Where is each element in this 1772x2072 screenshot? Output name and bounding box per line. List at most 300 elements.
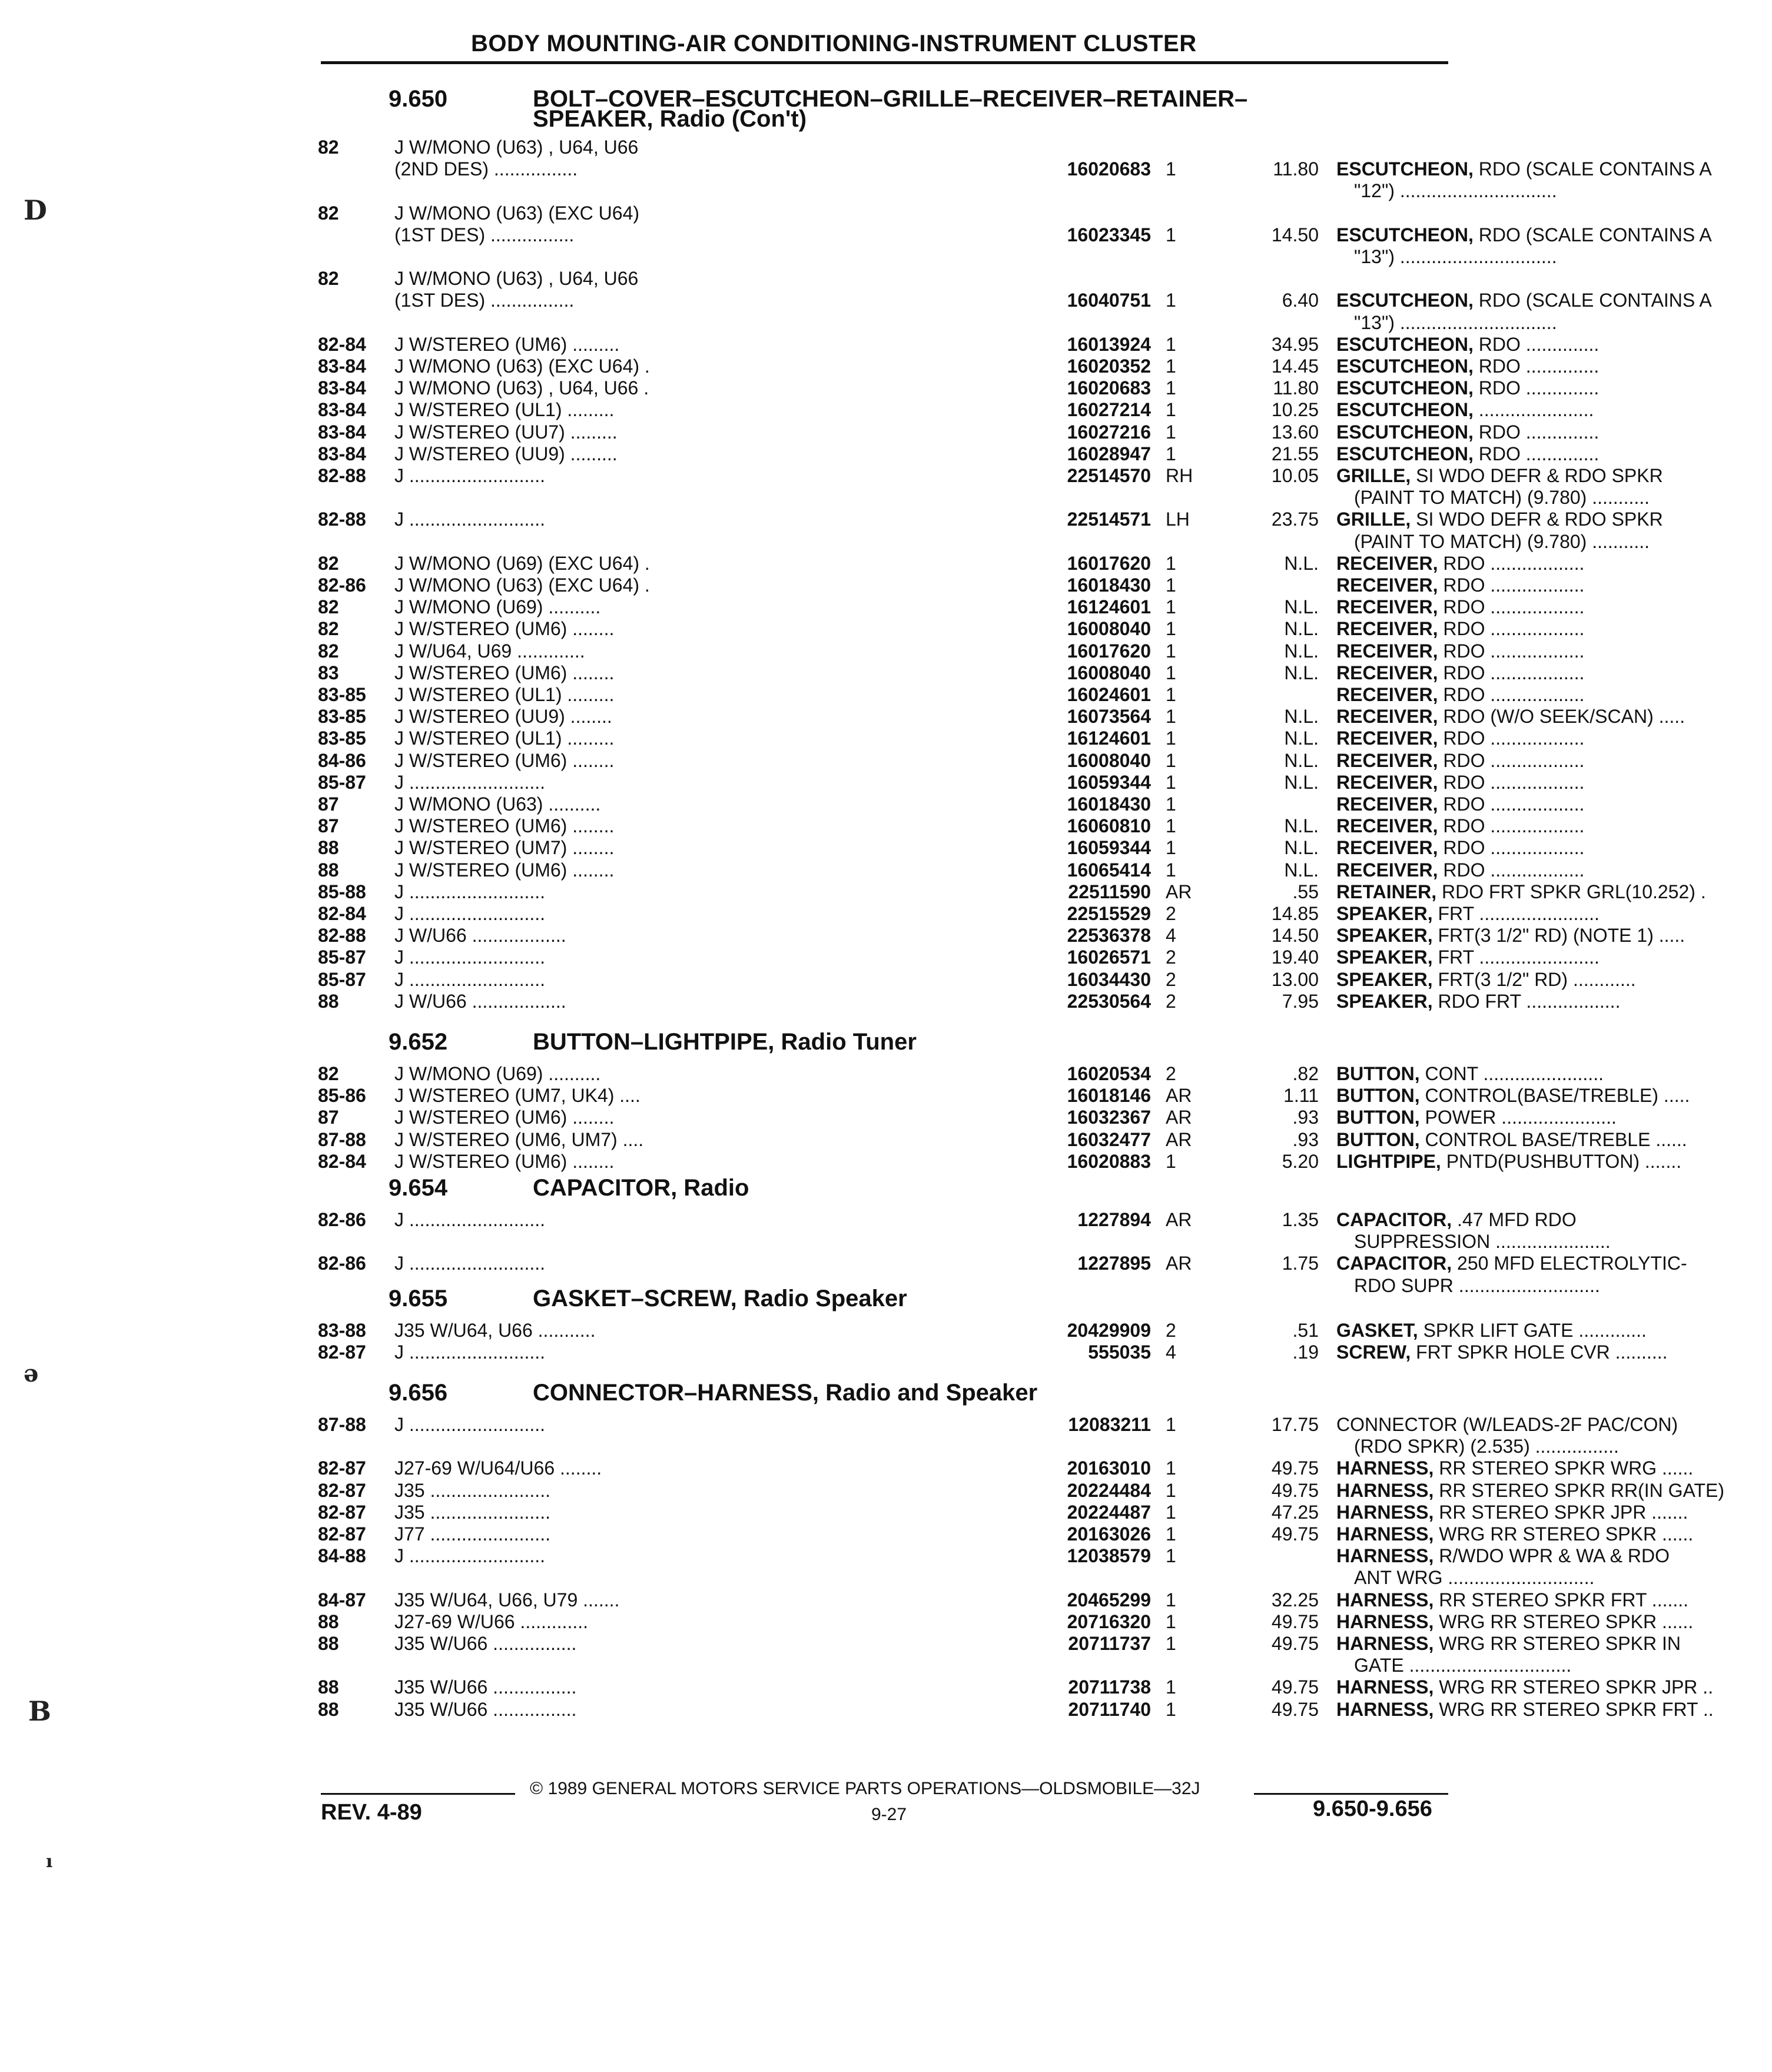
model-desc: J W/MONO (U63) (EXC U64) . (394, 356, 650, 377)
table-row (318, 268, 1460, 290)
model-desc: J .......................... (394, 1414, 546, 1435)
part-name: HARNESS, (1336, 1611, 1434, 1632)
quantity: 1 (1166, 859, 1176, 881)
price: N.L. (1284, 640, 1319, 662)
quantity: 1 (1166, 793, 1176, 815)
part-name: RECEIVER, (1336, 662, 1438, 683)
model-desc: J77 ....................... (394, 1523, 550, 1545)
part-description: "13") .............................. (1354, 311, 1557, 333)
price: N.L. (1284, 837, 1319, 859)
model-year: 83-88 (318, 1320, 366, 1341)
table-row (318, 815, 1585, 838)
part-name: ESCUTCHEON, (1336, 399, 1474, 421)
price: 6.40 (1282, 290, 1319, 311)
model-desc: J W/STEREO (UL1) ......... (394, 728, 615, 749)
model-year: 85-86 (318, 1085, 366, 1107)
part-name: SPEAKER, (1336, 947, 1433, 968)
table-row (318, 443, 1600, 466)
quantity: 1 (1166, 662, 1176, 683)
model-desc: J W/MONO (U63) , U64, U66 . (394, 377, 649, 399)
part-description: SPEAKER, FRT(3 1/2" RD) (NOTE 1) ..... (1336, 925, 1685, 947)
part-description: RECEIVER, RDO .................. (1336, 793, 1585, 815)
model-desc: (2ND DES) ................ (394, 158, 578, 180)
part-description: HARNESS, RR STEREO SPKR JPR ....... (1336, 1501, 1688, 1523)
model-desc: J .......................... (394, 1209, 546, 1230)
model-desc: J .......................... (394, 1545, 546, 1567)
quantity: AR (1166, 1107, 1192, 1128)
price: 5.20 (1282, 1150, 1319, 1172)
part-description: HARNESS, WRG RR STEREO SPKR FRT .. (1336, 1698, 1714, 1720)
part-number: 16059344 (1067, 771, 1151, 793)
model-year: 82-87 (318, 1457, 366, 1479)
part-name: ESCUTCHEON, (1336, 443, 1474, 464)
part-number: 22514570 (1067, 465, 1151, 486)
model-year: 82-88 (318, 509, 366, 530)
part-description: (RDO SPKR) (2.535) ................ (1354, 1436, 1619, 1457)
part-number: 16040751 (1067, 290, 1151, 311)
part-description: SUPPRESSION ...................... (1354, 1231, 1611, 1253)
part-number: 20224487 (1067, 1501, 1151, 1523)
model-desc: J .......................... (394, 881, 546, 902)
section-title-line2: SPEAKER, Radio (Con't) (533, 106, 807, 132)
part-description: BUTTON, CONTROL BASE/TREBLE ...... (1336, 1128, 1687, 1150)
model-desc: J W/STEREO (UM6) ........ (394, 815, 615, 837)
price: 10.25 (1271, 399, 1319, 421)
part-number: 16032477 (1067, 1128, 1151, 1150)
part-number: 16032367 (1067, 1107, 1151, 1128)
price: N.L. (1284, 618, 1319, 640)
part-description: CAPACITOR, 250 MFD ELECTROLYTIC- (1336, 1253, 1687, 1274)
price: 49.75 (1271, 1611, 1319, 1632)
part-name: ESCUTCHEON, (1336, 421, 1474, 443)
model-desc: J27-69 W/U64/U66 ........ (394, 1457, 602, 1479)
quantity: 1 (1166, 1633, 1176, 1654)
price: N.L. (1284, 706, 1319, 728)
part-name: HARNESS, (1336, 1501, 1434, 1523)
part-description: RETAINER, RDO FRT SPKR GRL(10.252) . (1336, 881, 1706, 902)
model-year: 88 (318, 837, 339, 859)
part-description: ESCUTCHEON, RDO .............. (1336, 443, 1600, 464)
part-description: RECEIVER, RDO .................. (1336, 771, 1585, 793)
part-number: 16018430 (1067, 575, 1151, 596)
part-name: HARNESS, (1336, 1545, 1434, 1567)
part-description: RECEIVER, RDO .................. (1336, 552, 1585, 574)
table-row (318, 333, 1600, 356)
model-year: 85-87 (318, 947, 366, 968)
model-desc: J35 W/U64, U66, U79 ....... (394, 1589, 620, 1611)
footer-page-number: 9-27 (871, 1805, 907, 1824)
part-name: RECEIVER, (1336, 596, 1438, 618)
model-desc: J .......................... (394, 947, 546, 968)
model-desc: J .......................... (394, 771, 546, 793)
model-year: 85-88 (318, 881, 366, 902)
part-description: (PAINT TO MATCH) (9.780) ........... (1354, 530, 1650, 552)
table-row (318, 290, 1712, 312)
quantity: 1 (1166, 552, 1176, 574)
part-description: ANT WRG ............................ (1354, 1567, 1595, 1589)
part-name: SPEAKER, (1336, 903, 1433, 924)
model-year: 82-88 (318, 925, 366, 947)
part-description: SPEAKER, FRT(3 1/2" RD) ............ (1336, 968, 1636, 990)
model-year: 82-88 (318, 465, 366, 486)
table-row (318, 158, 1712, 181)
price: N.L. (1284, 596, 1319, 618)
price: 49.75 (1271, 1479, 1319, 1501)
table-row (318, 1342, 1668, 1364)
price: 49.75 (1271, 1698, 1319, 1720)
quantity: 1 (1166, 158, 1176, 180)
quantity: AR (1166, 1209, 1192, 1230)
model-year: 83 (318, 662, 339, 683)
table-row (318, 1676, 1714, 1699)
table-row (318, 1611, 1694, 1633)
quantity: 1 (1166, 837, 1176, 859)
quantity: 1 (1166, 618, 1176, 640)
part-name: ESCUTCHEON, (1336, 333, 1474, 355)
model-desc: J W/U66 .................. (394, 990, 566, 1012)
part-number: 16020534 (1067, 1063, 1151, 1084)
model-desc: J W/U66 .................. (394, 925, 566, 947)
table-row (318, 640, 1585, 663)
part-number: 16026571 (1067, 947, 1151, 968)
quantity: 1 (1166, 815, 1176, 837)
table-row (318, 859, 1585, 882)
quantity: 1 (1166, 1501, 1176, 1523)
price: N.L. (1284, 552, 1319, 574)
table-row (318, 311, 1557, 334)
part-number: 16018146 (1067, 1085, 1151, 1107)
part-name: CAPACITOR, (1336, 1253, 1452, 1274)
part-number: 16124601 (1067, 728, 1151, 749)
section-title: GASKET–SCREW, Radio Speaker (533, 1286, 907, 1311)
table-row (318, 224, 1712, 247)
part-name: RECEIVER, (1336, 552, 1438, 574)
price: 17.75 (1271, 1414, 1319, 1435)
quantity: LH (1166, 509, 1190, 530)
table-row (318, 1633, 1681, 1655)
part-number: 16034430 (1067, 968, 1151, 990)
price: .82 (1292, 1063, 1319, 1084)
model-desc: (1ST DES) ................ (394, 290, 575, 311)
part-description: CONNECTOR (W/LEADS-2F PAC/CON) (1336, 1414, 1678, 1435)
table-row (318, 1231, 1611, 1253)
model-year: 83-84 (318, 377, 366, 399)
table-row (318, 837, 1585, 859)
part-description: RECEIVER, RDO .................. (1336, 618, 1585, 640)
model-desc: J W/MONO (U69) (EXC U64) . (394, 552, 650, 574)
part-description: ESCUTCHEON, RDO .............. (1336, 356, 1600, 377)
part-name: RECEIVER, (1336, 728, 1438, 749)
part-number: 1227894 (1077, 1209, 1151, 1230)
section-title: CAPACITOR, Radio (533, 1175, 749, 1201)
price: N.L. (1284, 662, 1319, 683)
table-row (318, 1063, 1604, 1085)
part-name: BUTTON, (1336, 1063, 1420, 1084)
table-row (318, 1436, 1619, 1458)
part-name: HARNESS, (1336, 1523, 1434, 1545)
quantity: 1 (1166, 1523, 1176, 1545)
table-row (318, 1150, 1682, 1173)
section-title: BOLT–COVER–ESCUTCHEON–GRILLE–RECEIVER–RETAINER– (533, 86, 1248, 112)
table-row (318, 1655, 1572, 1677)
price: 14.50 (1271, 925, 1319, 947)
model-desc: J27-69 W/U66 ............. (394, 1611, 588, 1632)
quantity: 1 (1166, 290, 1176, 311)
part-name: GASKET, (1336, 1320, 1418, 1341)
part-number: 555035 (1088, 1342, 1151, 1363)
footer-rule-right (1254, 1793, 1448, 1795)
model-desc: J W/STEREO (UM6) ........ (394, 1107, 615, 1128)
table-row (318, 925, 1685, 947)
part-name: BUTTON, (1336, 1085, 1420, 1107)
model-desc: J .......................... (394, 465, 546, 486)
model-year: 88 (318, 1633, 339, 1654)
model-year: 82 (318, 640, 339, 662)
model-desc: J W/STEREO (UM6) ........ (394, 618, 615, 640)
model-year: 82 (318, 268, 339, 290)
model-year: 82-87 (318, 1523, 366, 1545)
part-name: BUTTON, (1336, 1128, 1420, 1150)
table-row (318, 575, 1585, 597)
quantity: 2 (1166, 968, 1176, 990)
part-name: LIGHTPIPE, (1336, 1150, 1441, 1172)
table-row (318, 552, 1585, 575)
quantity: 1 (1166, 1589, 1176, 1611)
model-desc: J W/MONO (U63) (EXC U64) (394, 202, 640, 224)
quantity: 1 (1166, 684, 1176, 705)
model-desc: J W/MONO (U63) , U64, U66 (394, 137, 639, 158)
part-number: 20711740 (1068, 1698, 1151, 1720)
table-row (318, 596, 1585, 619)
part-description: RECEIVER, RDO .................. (1336, 728, 1585, 749)
part-number: 16028947 (1067, 443, 1151, 464)
section-title: BUTTON–LIGHTPIPE, Radio Tuner (533, 1029, 917, 1055)
model-desc: J W/STEREO (UM7, UK4) .... (394, 1085, 641, 1107)
model-desc: J35 W/U66 ................ (394, 1676, 577, 1698)
part-number: 16065414 (1067, 859, 1151, 881)
model-year: 87 (318, 815, 339, 837)
part-name: ESCUTCHEON, (1336, 158, 1474, 180)
quantity: 1 (1166, 1414, 1176, 1435)
table-row (318, 377, 1600, 400)
table-row (318, 399, 1594, 421)
quantity: 4 (1166, 925, 1176, 947)
part-number: 12038579 (1067, 1545, 1151, 1567)
part-number: 16020683 (1067, 377, 1151, 399)
footer-section-range: 9.650-9.656 (1313, 1797, 1432, 1821)
price: 11.80 (1273, 158, 1319, 180)
table-row (318, 180, 1557, 202)
model-desc: J .......................... (394, 1342, 546, 1363)
part-number: 20465299 (1067, 1589, 1151, 1611)
price: 14.85 (1271, 903, 1319, 924)
part-name: RECEIVER, (1336, 618, 1438, 640)
quantity: 1 (1166, 575, 1176, 596)
part-description: ESCUTCHEON, RDO .............. (1336, 333, 1600, 355)
part-number: 16008040 (1067, 662, 1151, 683)
part-description: BUTTON, CONT ....................... (1336, 1063, 1604, 1084)
part-name: SPEAKER, (1336, 925, 1433, 947)
model-desc: J .......................... (394, 968, 546, 990)
model-year: 83-84 (318, 399, 366, 421)
part-description: GATE ............................... (1354, 1655, 1572, 1676)
model-desc: J W/STEREO (UU7) ......... (394, 421, 618, 443)
price: 13.00 (1271, 968, 1319, 990)
part-description: HARNESS, WRG RR STEREO SPKR ...... (1336, 1523, 1694, 1545)
quantity: 2 (1166, 1063, 1176, 1084)
part-description: GASKET, SPKR LIFT GATE ............. (1336, 1320, 1647, 1341)
part-number: 16023345 (1067, 224, 1151, 245)
table-row (318, 530, 1650, 553)
model-year: 82-86 (318, 575, 366, 596)
section-number: 9.654 (389, 1175, 448, 1201)
section-number: 9.656 (389, 1380, 448, 1406)
part-name: RECEIVER, (1336, 837, 1438, 859)
quantity: 1 (1166, 1676, 1176, 1698)
footer-revision: REV. 4-89 (321, 1800, 422, 1825)
quantity: 1 (1166, 224, 1176, 245)
part-number: 16027214 (1067, 399, 1151, 421)
model-desc: J W/MONO (U69) .......... (394, 1063, 601, 1084)
price: 49.75 (1271, 1676, 1319, 1698)
table-row (318, 1501, 1688, 1524)
model-year: 82-87 (318, 1342, 366, 1363)
model-desc: J W/STEREO (UM6) ......... (394, 333, 620, 355)
table-row (318, 1209, 1577, 1231)
part-description: RECEIVER, RDO .................. (1336, 640, 1585, 662)
section-title: CONNECTOR–HARNESS, Radio and Speaker (533, 1380, 1038, 1406)
part-name: SPEAKER, (1336, 968, 1433, 990)
table-row (318, 749, 1585, 772)
model-year: 84-86 (318, 749, 366, 771)
price: .51 (1292, 1320, 1319, 1341)
part-number: 16059344 (1067, 837, 1151, 859)
part-number: 20716320 (1067, 1611, 1151, 1632)
part-name: HARNESS, (1336, 1698, 1434, 1720)
model-desc: J .......................... (394, 1253, 546, 1274)
price: 1.35 (1282, 1209, 1319, 1230)
price: 34.95 (1271, 333, 1319, 355)
model-desc: J W/STEREO (UM6, UM7) .... (394, 1128, 644, 1150)
table-row (318, 1107, 1617, 1129)
model-desc: J W/STEREO (UU9) ......... (394, 443, 618, 464)
model-desc: J W/STEREO (UM6) ........ (394, 859, 615, 881)
header-rule (321, 61, 1448, 64)
model-desc: J W/STEREO (UM6) ........ (394, 749, 615, 771)
margin-mark-e: ə (24, 1360, 39, 1387)
model-desc: J35 W/U64, U66 ........... (394, 1320, 596, 1341)
part-description: HARNESS, WRG RR STEREO SPKR JPR .. (1336, 1676, 1714, 1698)
model-year: 84-88 (318, 1545, 366, 1567)
part-description: RECEIVER, RDO (W/O SEEK/SCAN) ..... (1336, 706, 1685, 728)
quantity: 1 (1166, 333, 1176, 355)
model-year: 83-85 (318, 706, 366, 728)
table-row (318, 1128, 1687, 1151)
model-year: 82 (318, 137, 339, 158)
part-description: SCREW, FRT SPKR HOLE CVR .......... (1336, 1342, 1668, 1363)
model-year: 83-84 (318, 421, 366, 443)
part-description: HARNESS, RR STEREO SPKR RR(IN GATE) (1336, 1479, 1725, 1501)
table-row (318, 465, 1663, 487)
part-description: ESCUTCHEON, ...................... (1336, 399, 1594, 421)
part-description: "12") .............................. (1354, 180, 1557, 202)
price: 1.11 (1283, 1085, 1319, 1107)
part-description: RECEIVER, RDO .................. (1336, 684, 1585, 705)
quantity: 1 (1166, 749, 1176, 771)
price: N.L. (1284, 749, 1319, 771)
model-year: 88 (318, 1676, 339, 1698)
table-row (318, 771, 1585, 794)
part-description: ESCUTCHEON, RDO .............. (1336, 377, 1600, 399)
quantity: AR (1166, 1253, 1192, 1274)
part-description: ESCUTCHEON, RDO (SCALE CONTAINS A (1336, 290, 1712, 311)
price: 14.50 (1271, 224, 1319, 245)
price: 7.95 (1282, 990, 1319, 1012)
model-year: 82 (318, 202, 339, 224)
table-row (318, 1589, 1689, 1612)
table-row (318, 487, 1650, 509)
quantity: 1 (1166, 596, 1176, 618)
model-year: 87-88 (318, 1414, 366, 1435)
table-row (318, 618, 1585, 640)
table-row (318, 1085, 1690, 1107)
part-name: RECEIVER, (1336, 706, 1438, 728)
quantity: 1 (1166, 771, 1176, 793)
table-row (318, 903, 1600, 925)
model-desc: J W/U64, U69 ............. (394, 640, 585, 662)
part-name: HARNESS, (1336, 1676, 1434, 1698)
part-number: 16020352 (1067, 356, 1151, 377)
part-description: ESCUTCHEON, RDO .............. (1336, 421, 1600, 443)
part-number: 16020683 (1067, 158, 1151, 180)
quantity: AR (1166, 1128, 1192, 1150)
quantity: 2 (1166, 990, 1176, 1012)
price: 10.05 (1271, 465, 1319, 486)
model-desc: J W/STEREO (UM7) ........ (394, 837, 615, 859)
price: N.L. (1284, 771, 1319, 793)
model-desc: J W/STEREO (UM6) ........ (394, 662, 615, 683)
part-name: CAPACITOR, (1336, 1209, 1452, 1230)
part-description: HARNESS, RR STEREO SPKR FRT ....... (1336, 1589, 1689, 1611)
quantity: 1 (1166, 356, 1176, 377)
model-year: 87 (318, 1107, 339, 1128)
part-number: 20429909 (1067, 1320, 1151, 1341)
part-number: 22530564 (1067, 990, 1151, 1012)
part-name: RECEIVER, (1336, 793, 1438, 815)
model-year: 82-87 (318, 1501, 366, 1523)
part-name: GRILLE, (1336, 465, 1411, 486)
section-number: 9.655 (389, 1286, 448, 1311)
part-description: RECEIVER, RDO .................. (1336, 575, 1585, 596)
table-row (318, 793, 1585, 816)
price: 21.55 (1271, 443, 1319, 464)
price: 47.25 (1271, 1501, 1319, 1523)
model-year: 83-84 (318, 443, 366, 464)
part-name: GRILLE, (1336, 509, 1411, 530)
table-row (318, 356, 1600, 378)
quantity: 1 (1166, 1457, 1176, 1479)
model-year: 82-84 (318, 1150, 366, 1172)
model-desc: J W/STEREO (UM6) ........ (394, 1150, 615, 1172)
quantity: 2 (1166, 1320, 1176, 1341)
part-description: RECEIVER, RDO .................. (1336, 662, 1585, 683)
part-name: RECEIVER, (1336, 575, 1438, 596)
part-description: HARNESS, WRG RR STEREO SPKR IN (1336, 1633, 1681, 1654)
model-year: 82 (318, 552, 339, 574)
model-desc: J W/MONO (U69) .......... (394, 596, 601, 618)
table-row (318, 1414, 1678, 1436)
table-row (318, 1479, 1725, 1502)
